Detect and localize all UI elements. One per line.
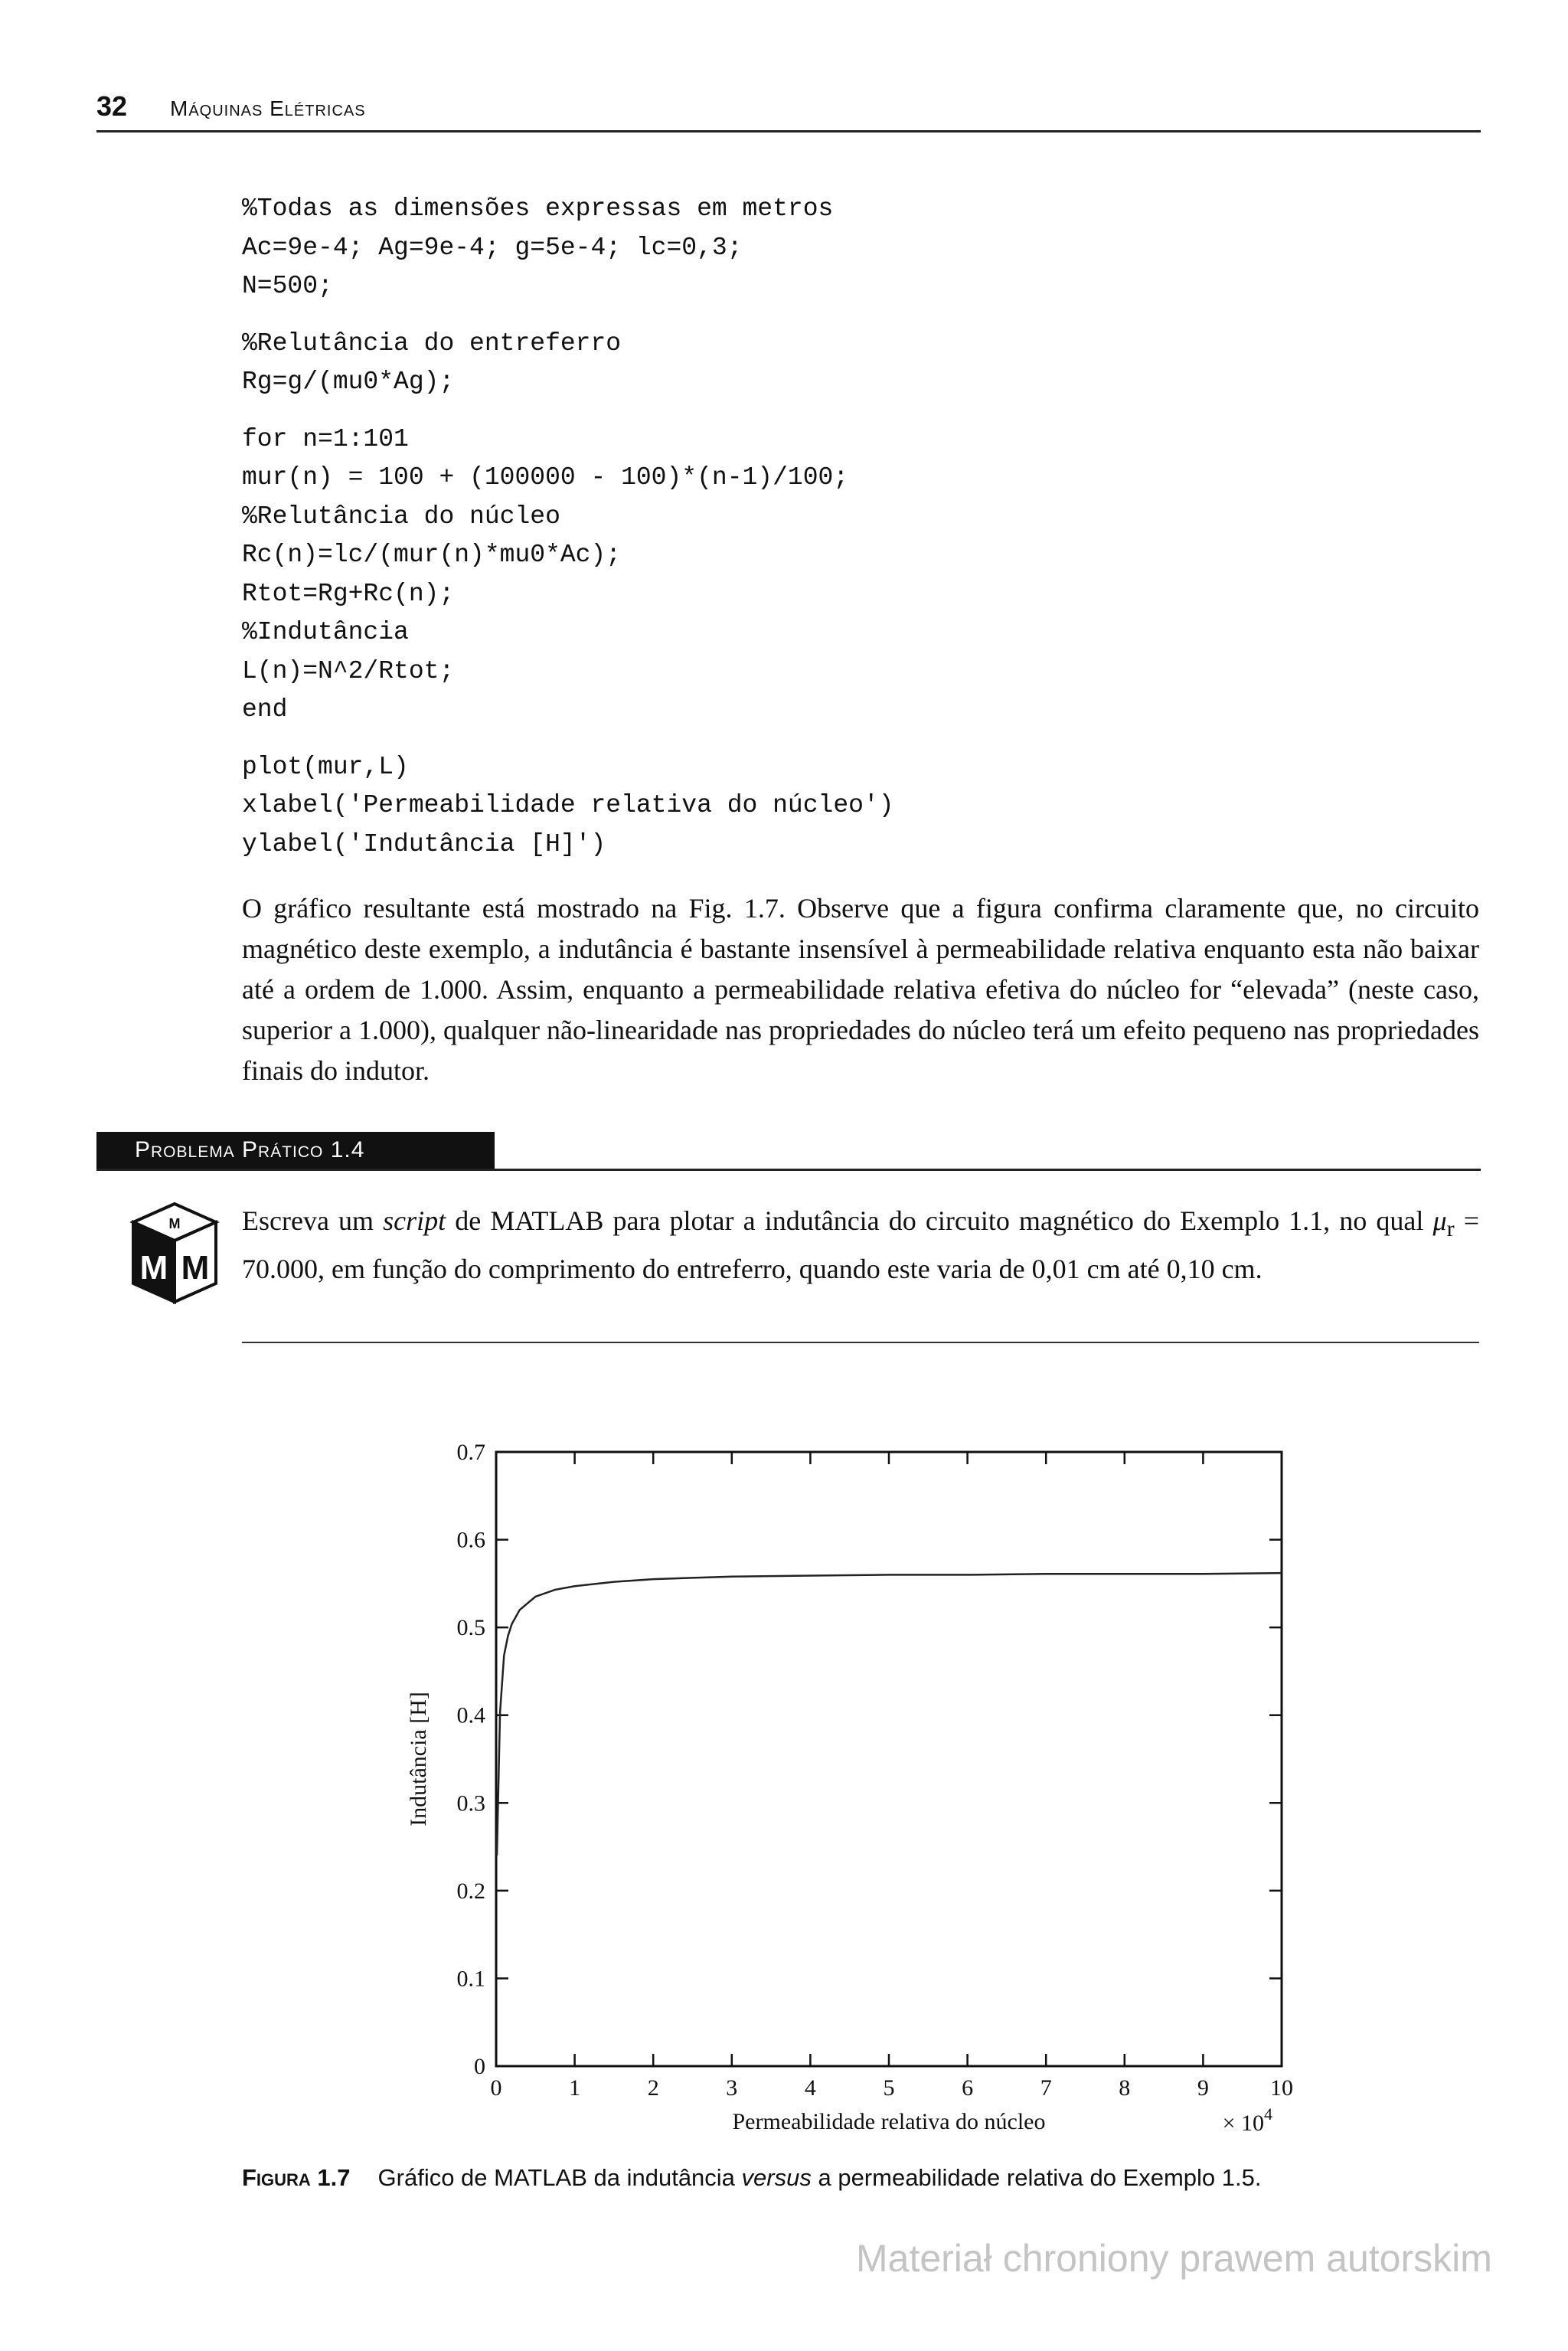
svg-text:M: M [181,1249,210,1287]
x-tick-label: 1 [569,2075,581,2101]
y-tick-label: 0.4 [456,1702,485,1728]
x-axis-multiplier [1223,2104,1272,2136]
code-block [242,420,1390,730]
problem-statement [242,1201,1479,1290]
code-block [242,325,1390,402]
svg-text:M: M [139,1249,168,1287]
x-multiplier-exponent: 4 [1264,2104,1272,2124]
code-line: L(n)=N^2/Rtot; [242,656,455,685]
problem-text-part: = 70.000, em função do comprimento do entreferro, quando este varia de 0,01 cm até 0,10 cm. [242,1205,1479,1285]
code-line: Rtot=Rg+Rc(n); [242,579,455,608]
problem-text-part: Escreva um [242,1205,384,1236]
problem-italic-word: script [383,1205,446,1236]
plot-area-frame [496,1452,1282,2066]
y-tick-label: 0.5 [456,1615,485,1641]
x-tick-label: 9 [1197,2075,1209,2101]
y-tick-label: 0.1 [456,1966,485,1992]
axis-ticks [496,1452,1282,2066]
x-tick-label: 2 [647,2075,659,2101]
svg-text:M: M [168,1216,181,1231]
code-line: xlabel('Permeabilidade relativa do núcleo') [242,791,894,819]
page-header [96,90,1481,132]
code-line: plot(mur,L) [242,752,409,781]
caption-italic: versus [741,2164,812,2191]
caption-text: a permeabilidade relativa do Exemplo 1.5. [811,2164,1262,2191]
problem-label: Problema Prático 1.4 [96,1132,495,1169]
code-line: %Relutância do entreferro [242,329,622,358]
code-line: ylabel('Indutância [H]') [242,829,606,858]
inductance-series-line [497,1573,1282,1856]
book-title: Máquinas Elétricas [170,96,366,120]
y-axis-label: Indutância [H] [406,1692,431,1826]
x-tick-labels [491,2075,1294,2101]
problem-text-part: de MATLAB para plotar a indutância do circuito magnético do Exemplo 1.1, no qual [446,1205,1433,1236]
x-tick-label: 3 [726,2075,738,2101]
code-line: Rg=g/(mu0*Ag); [242,368,455,396]
code-block [242,748,1390,865]
x-tick-label: 10 [1270,2075,1293,2101]
x-tick-label: 7 [1040,2075,1052,2101]
inductance-chart [398,1432,1332,2144]
mu-subscript: r [1446,1216,1455,1242]
code-block [242,190,1390,306]
code-line: N=500; [242,272,333,300]
matlab-code-listing [242,190,1390,882]
caption-label: Figura 1.7 [242,2164,351,2191]
y-tick-labels [457,1440,486,2079]
caption-text: Gráfico de MATLAB da indutância [377,2164,742,2191]
y-tick-label: 0.2 [456,1878,485,1904]
code-line: for n=1:101 [242,424,409,453]
y-tick-label: 0.7 [456,1440,485,1465]
problem-divider [242,1342,1479,1343]
code-line: Ac=9e-4; Ag=9e-4; g=5e-4; lc=0,3; [242,233,743,262]
problem-header [96,1132,1481,1171]
x-axis-label: Permeabilidade relativa do núcleo [732,2109,1046,2134]
code-line: mur(n) = 100 + (100000 - 100)*(n-1)/100; [242,463,849,492]
mu-symbol: μ [1432,1205,1447,1236]
x-tick-label: 8 [1119,2075,1131,2101]
code-line: %Todas as dimensões expressas em metros [242,195,834,223]
code-line: end [242,695,288,724]
x-tick-label: 4 [804,2075,816,2101]
body-paragraph: O gráfico resultante está mostrado na Fig. 1.7. Observe que a figura confirma claramente que, no circuito magnético deste exemplo, a indutância é bastante insensível à permeabilidade relativa enquanto esta não baixar até a ordem de 1.000. Assim, enquanto a permeabilidade relativa efetiva do núcleo for “elevada” (neste caso, superior a 1.000), qualquer não-linearidade nas propriedades do núcleo terá um efeito pequeno nas propriedades finais do indutor. [242,893,1479,1086]
matlab-m-cube-icon [129,1199,220,1306]
copyright-watermark: Materiał chroniony prawem autorskim [856,2237,1492,2280]
y-tick-label: 0 [474,2054,485,2079]
code-line: %Relutância do núcleo [242,502,560,531]
x-tick-label: 5 [883,2075,895,2101]
code-line: %Indutância [242,618,409,646]
y-tick-label: 0.6 [456,1527,485,1553]
x-multiplier-base: × 10 [1222,2111,1264,2136]
x-tick-label: 0 [490,2075,502,2101]
figure-caption [242,2164,1498,2192]
x-tick-label: 6 [962,2075,974,2101]
page-number: 32 [96,90,128,122]
y-tick-label: 0.3 [456,1790,485,1816]
code-line: Rc(n)=lc/(mur(n)*mu0*Ac); [242,541,622,569]
